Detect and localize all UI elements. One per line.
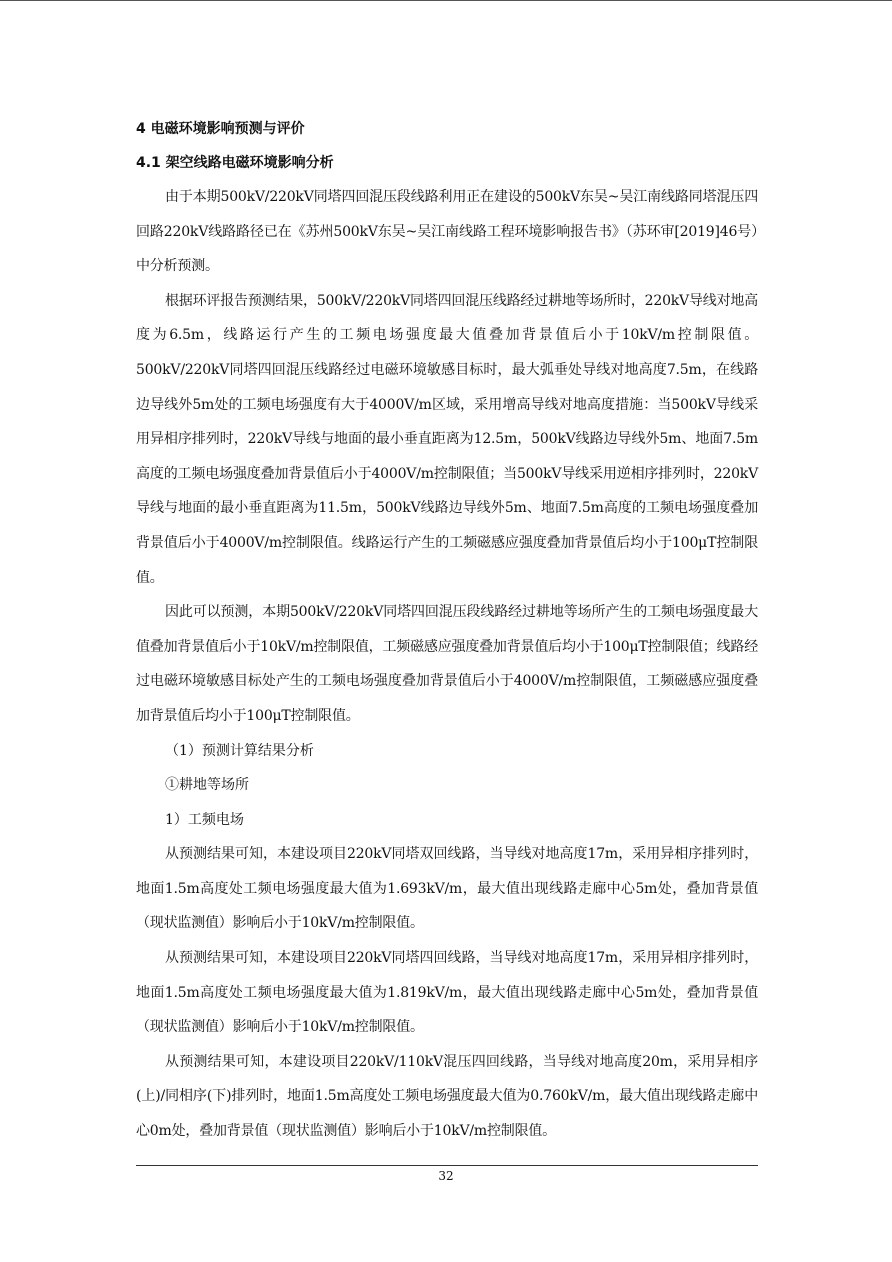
- subheading-analysis: （1）预测计算结果分析: [165, 742, 314, 759]
- paragraph-quad-circuit: 从预测结果可知，本建设项目220kV同塔四回线路，当导线对地高度17m，采用异相序排列时，地面1.5m高度处工频电场强度最大值为1.819kV/m，最大值出现线路走廊中心5m处，叠加背景值（现状监测值）影响后小于10kV/m控制限值。: [136, 950, 758, 1036]
- subheading-electric-field: 1）工频电场: [165, 811, 244, 828]
- page-number: 32: [438, 1169, 454, 1183]
- document-body: [136, 112, 758, 1149]
- paragraph-mixed-voltage: 从预测结果可知，本建设项目220kV/110kV混压四回线路，当导线对地高度20m，采用异相序(上)/同相序(下)排列时，地面1.5m高度处工频电场强度最大值为0.760kV/m，最大值出现线路走廊中心0m处，叠加背景值（现状监测值）影响后小于10kV/m控制限值。: [136, 1053, 758, 1140]
- paragraph-conclusion: 因此可以预测，本期500kV/220kV同塔四回混压段线路经过耕地等场所产生的工频电场强度最大值叠加背景值后小于10kV/m控制限值，工频磁感应强度叠加背景值后均小于100μT控制限值；线路经过电磁环境敏感目标处产生的工频电场强度叠加背景值后小于4000V/m控制限值，工频磁感应强度叠加背景值后均小于100μT控制限值。: [136, 604, 758, 724]
- paragraph-double-circuit: 从预测结果可知，本建设项目220kV同塔双回线路，当导线对地高度17m，采用异相序排列时，地面1.5m高度处工频电场强度最大值为1.693kV/m，最大值出现线路走廊中心5m处，叠加背景值（现状监测值）影响后小于10kV/m控制限值。: [136, 846, 758, 932]
- section-heading: 4 电磁环境影响预测与评价: [136, 121, 305, 137]
- paragraph-intro: 由于本期500kV/220kV同塔四回混压段线路利用正在建设的500kV东吴~吴江南线路同塔混压四回路220kV线路路径已在《苏州500kV东吴~吴江南线路工程环境影响报告书》（苏环审[2019]46号）中分析预测。: [136, 189, 758, 275]
- paragraph-prediction-results: 根据环评报告预测结果，500kV/220kV同塔四回混压线路经过耕地等场所时，220kV导线对地高度为6.5m，线路运行产生的工频电场强度最大值叠加背景值后小于10kV/m控制限值。500kV/220kV同塔四回混压线路经过电磁环境敏感目标时，最大弧垂处导线对地高度7.5m，在线路边导线外5m处的工频电场强度有大于4000V/m区域，采用增高导线对地高度措施：当500kV导线采用异相序排列时，220kV导线与地面的最小垂直距离为12.5m，500kV线路边导线外5m、地面7.5m高度的工频电场强度叠加背景值后小于4000V/m控制限值；当500kV导线采用逆相序排列时，220kV导线与地面的最小垂直距离为11.5m，500kV线路边导线外5m、地面7.5m高度的工频电场强度叠加背景值后小于4000V/m控制限值。线路运行产生的工频磁感应强度叠加背景值后均小于100μT控制限值。: [136, 292, 758, 586]
- subheading-farmland: ①耕地等场所: [165, 777, 249, 794]
- page-top-border: [0, 0, 892, 1]
- subsection-heading: 4.1 架空线路电磁环境影响分析: [136, 155, 334, 171]
- footer-divider: [136, 1165, 758, 1166]
